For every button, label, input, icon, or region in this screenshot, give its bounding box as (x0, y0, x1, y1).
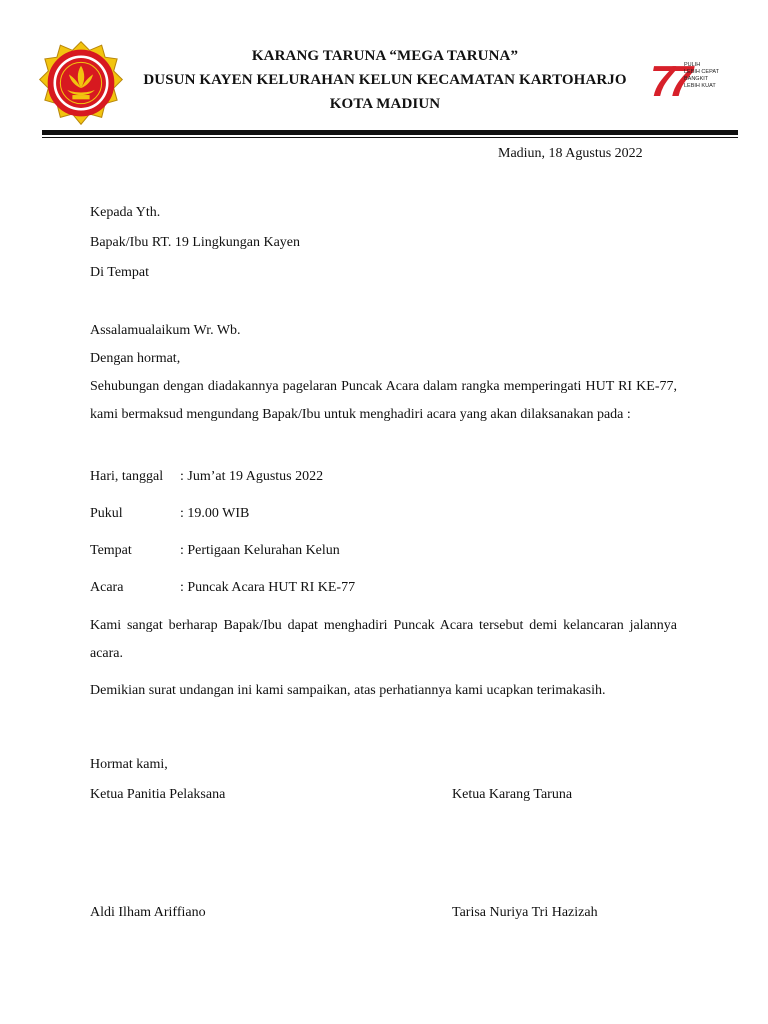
detail-label-place: Tempat (90, 543, 132, 558)
left-signatory-title: Ketua Panitia Pelaksana (90, 787, 226, 802)
letterhead-rule-thin (42, 137, 738, 138)
detail-value-time: : 19.00 WIB (180, 506, 250, 521)
logo-tagline-1: PULIH (684, 62, 701, 68)
detail-value-place: : Pertigaan Kelurahan Kelun (180, 543, 340, 558)
intro-paragraph: Sehubungan dengan diadakannya pagelaran Puncak Acara dalam rangka memperingati HUT RI KE-77, kami bermaksud mengundang Bapak/Ibu untuk menghadiri acara yang akan dilaksanakan pada : (90, 379, 677, 422)
letter-date: Madiun, 18 Agustus 2022 (498, 146, 643, 161)
hope-paragraph: Kami sangat berharap Bapak/Ibu dapat menghadiri Puncak Acara tersebut demi kelancaran jalannya acara. (90, 618, 677, 661)
recipient-line-1: Kepada Yth. (90, 205, 161, 220)
left-signatory-name: Aldi Ilham Ariffiano (90, 905, 206, 920)
detail-label-event: Acara (90, 580, 124, 595)
recipient-line-2: Bapak/Ibu RT. 19 Lingkungan Kayen (90, 235, 301, 250)
hut-ri-77-logo-icon (650, 56, 732, 102)
letterhead-rule-thick (42, 130, 738, 135)
right-signatory-title: Ketua Karang Taruna (452, 787, 573, 802)
detail-label-time: Pukul (90, 506, 123, 521)
letterhead-org-name: KARANG TARUNA “MEGA TARUNA” (251, 48, 519, 64)
detail-value-event: : Puncak Acara HUT RI KE-77 (180, 580, 356, 595)
logo-tagline-3: BANGKIT (684, 76, 709, 82)
detail-value-date: : Jum’at 19 Agustus 2022 (180, 469, 324, 484)
letterhead-address: DUSUN KAYEN KELURAHAN KELUN KECAMATAN KARTOHARJO (143, 72, 627, 88)
opening: Dengan hormat, (90, 351, 181, 366)
karang-taruna-emblem-icon (38, 40, 124, 126)
recipient-line-3: Di Tempat (90, 265, 150, 280)
closing-paragraph: Demikian surat undangan ini kami sampaikan, atas perhatiannya kami ucapkan terimakasih. (90, 683, 606, 698)
letterhead-title-block (130, 44, 640, 116)
signoff: Hormat kami, (90, 757, 168, 772)
logo-tagline-4: LEBIH KUAT (684, 83, 716, 89)
letterhead-city: KOTA MADIUN (329, 96, 441, 112)
greeting: Assalamualaikum Wr. Wb. (90, 323, 241, 338)
logo-numeral: 77 (650, 57, 687, 102)
right-signatory-name: Tarisa Nuriya Tri Hazizah (452, 905, 598, 920)
detail-label-date: Hari, tanggal (90, 469, 164, 484)
logo-tagline-2: LEBIH CEPAT (684, 69, 719, 75)
